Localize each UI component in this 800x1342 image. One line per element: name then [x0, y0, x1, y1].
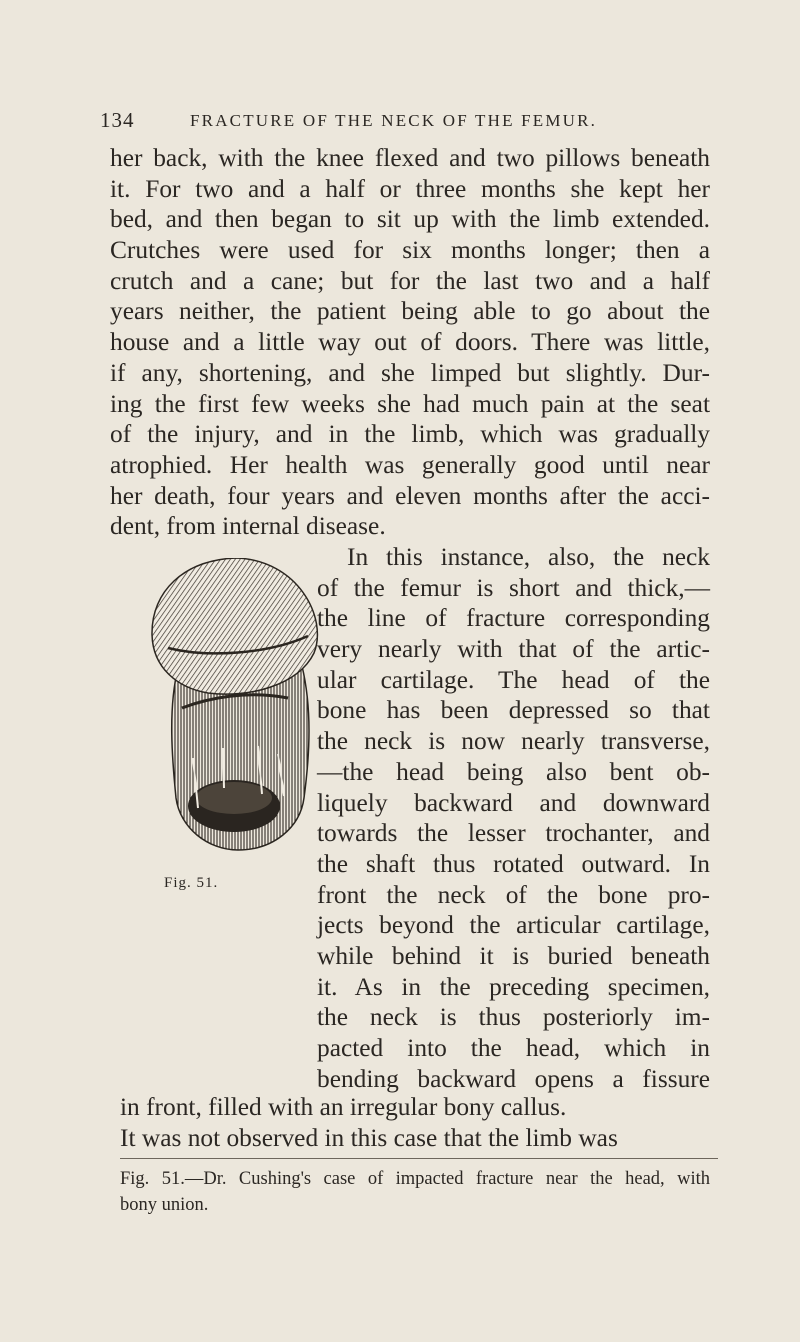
text-line: pacted into the head, which in: [317, 1034, 710, 1062]
caption-rule: [120, 1158, 718, 1159]
paragraph-1: [110, 143, 710, 542]
text-line: very nearly with that of the artic-: [317, 635, 710, 664]
text-line: ular cartilage. The head of the: [317, 665, 710, 694]
text-line: bending backward opens a fissure: [317, 1064, 710, 1093]
page-number: 134: [100, 108, 135, 132]
page-header: [100, 108, 700, 138]
text-line: —the head being also bent ob-: [317, 757, 710, 786]
text-line: towards the lesser trochanter, and: [317, 819, 710, 848]
text-line: her death, four years and eleven months after the acci-: [110, 481, 710, 510]
text-line: the shaft thus rotated outward. In: [317, 849, 710, 878]
text-line: the line of fracture corresponding: [317, 604, 710, 633]
text-line: It was not observed in this case that the limb was: [120, 1123, 618, 1152]
text-line: of the femur is short and thick,—: [317, 573, 710, 602]
text-line: jects beyond the articular cartilage,: [317, 911, 710, 940]
text-line: crutch and a cane; but for the last two and a half: [110, 266, 710, 295]
running-title: FRACTURE OF THE NECK OF THE FEMUR.: [190, 111, 598, 130]
text-line: it. For two and a half or three months she kept her: [110, 174, 710, 203]
text-line: In this instance, also, the neck: [347, 543, 710, 571]
figure-caption: [120, 1166, 710, 1218]
text-line: the neck is now nearly transverse,: [317, 727, 710, 756]
text-line: bed, and then began to sit up with the limb extended.: [110, 205, 710, 234]
text-line: if any, shortening, and she limped but slightly. Dur-: [110, 358, 710, 387]
text-line: house and a little way out of doors. There was little,: [110, 328, 710, 357]
text-line: atrophied. Her health was generally good until near: [110, 450, 710, 479]
text-line: it. As in the preceding specimen,: [317, 972, 710, 1001]
text-line: bone has been depressed so that: [317, 696, 710, 725]
text-line: while behind it is buried beneath: [317, 941, 710, 970]
text-line: in front, filled with an irregular bony callus.: [120, 1093, 567, 1121]
text-line: the neck is thus posteriorly im-: [317, 1003, 710, 1032]
text-line: liquely backward and downward: [317, 788, 710, 817]
text-line: ing the first few weeks she had much pain at the seat: [110, 389, 710, 418]
paragraph-2-continued: [120, 1092, 710, 1153]
femur-illustration: [138, 558, 328, 858]
text-line: front the neck of the bone pro-: [317, 880, 710, 909]
figure-label: Fig. 51.: [164, 875, 219, 891]
text-line: dent, from internal disease.: [110, 512, 386, 541]
caption-line: bony union.: [120, 1195, 209, 1215]
text-line: her back, with the knee flexed and two pillows beneath: [110, 144, 710, 172]
text-line: Crutches were used for six months longer; then a: [110, 236, 710, 265]
text-line: of the injury, and in the limb, which was gradually: [110, 420, 710, 449]
caption-line: Fig. 51.—Dr. Cushing's case of impacted fracture near the head, with: [120, 1169, 710, 1189]
paragraph-2: [317, 542, 710, 1094]
text-line: years neither, the patient being able to go about the: [110, 297, 710, 326]
